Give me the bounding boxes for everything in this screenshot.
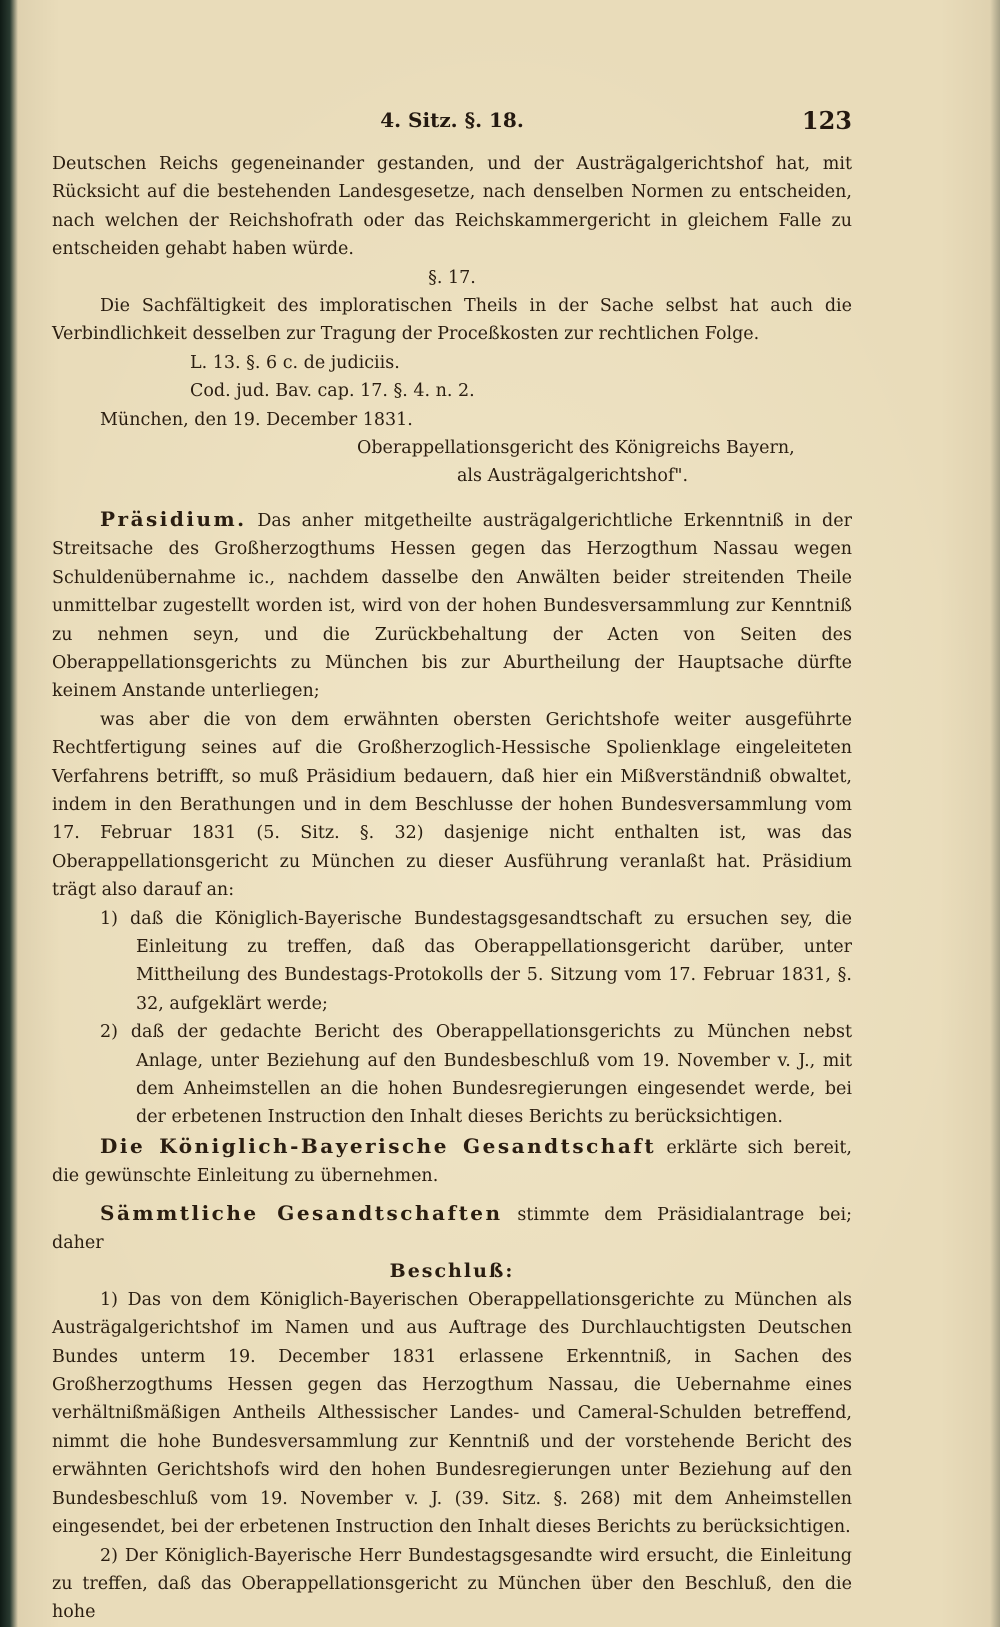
beschluss-item-2: 2) Der Königlich-Bayerische Herr Bundestagsgesandte wird ersucht, die Einleitung zu treffen, daß das Oberappellationsgericht zu München über den Beschluß, den die hohe [52, 1545, 852, 1623]
running-head-title: 4. Sitz. §. 18. [380, 108, 524, 132]
beschluss-heading: Beschluß: [389, 1260, 515, 1283]
signoff-austraegal: als Austrägalgerichtshof". [457, 466, 689, 487]
running-head [52, 108, 852, 144]
paragraph-sachfaelligkeit: Die Sachfältigkeit des imploratischen Theils in der Sache selbst hat auch die Verbindlichkeit desselben zur Tragung der Proceßkosten zur rechtlichen Folge. [52, 296, 852, 345]
paragraph-bayerische-text: erklärte sich bereit, die gewünschte Einleitung zu übernehmen. [52, 1137, 852, 1187]
page-body [52, 150, 852, 1627]
paragraph-praesidium-text: Das anher mitgetheilte austrägalgerichtliche Erkenntniß in der Streitsache des Großherzogthums Hessen gegen das Herzogthum Nassau wegen Schuldenübernahme ic., nachdem dasselbe den Anwälten beider streitenden Theile unmittelbar zugestellt worden ist, wird von der hohen Bundesversammlung zur Kenntniß zu nehmen seyn, und die Zurückbehaltung der Acten von Seiten des Oberappellationsgerichts zu München bis zur Aburtheilung der Hauptsache dürfte keinem Anstande unterliegen; [52, 510, 852, 702]
citation-judiciis: L. 13. §. 6 c. de judiciis. [190, 352, 400, 373]
list-item-2: 2) daß der gedachte Bericht des Oberappellationsgerichts zu München nebst Anlage, unter Beziehung auf den Bundesbeschluß vom 19. November v. J., mit dem Anheimstellen an die hohen Bundesregierungen eingesendet werde, bei der erbetenen Instruction den Inhalt dieses Berichts zu berücksichtigen. [100, 1022, 852, 1128]
signoff-court: Oberappellationsgericht des Königreichs Bayern, [357, 438, 795, 459]
speaker-bayerische-gesandtschaft: Die Königlich-Bayerische Gesandtschaft [100, 1133, 657, 1158]
speaker-saemmtliche-gesandtschaften: Sämmtliche Gesandtschaften [100, 1200, 503, 1225]
book-binding-edge [0, 0, 18, 1627]
paragraph-saemmtliche [52, 1199, 852, 1258]
page-number: 123 [801, 106, 852, 135]
page-right-edge [990, 0, 1000, 1627]
section-heading-17: §. 17. [428, 267, 476, 288]
speaker-praesidium: Präsidium. [100, 506, 247, 531]
citation-cod-jud-bav: Cod. jud. Bav. cap. 17. §. 4. n. 2. [190, 381, 475, 402]
place-date-line: München, den 19. December 1831. [100, 409, 413, 430]
paragraph-rechtfertigung: was aber die von dem erwähnten obersten Gerichtshofe weiter ausgeführte Rechtfertigung seines auf die Großherzoglich-Hessische Spolienklage eingeleiteten Verfahrens betrifft, so muß Präsidium bedauern, daß hier ein Mißverständniß obwaltet, indem in den Berathungen und in dem Beschlusse der hohen Bundesversammlung vom 17. Februar 1831 (5. Sitz. §. 32) dasjenige nicht enthalten ist, was das Oberappellationsgericht zu München zu dieser Ausführung veranlaßt hat. Präsidium trägt also darauf an: [52, 709, 852, 901]
paragraph-reich: Deutschen Reichs gegeneinander gestanden, und der Austrägalgerichtshof hat, mit Rücksicht auf die bestehenden Landesgesetze, nach denselben Normen zu entscheiden, nach welchen der Reichshofrath oder das Reichskammergericht in gleichem Falle zu entscheiden gehabt haben würde. [52, 154, 852, 260]
beschluss-item-1: 1) Das von dem Königlich-Bayerischen Oberappellationsgerichte zu München als Austrägalgerichtshof im Namen und aus Auftrage des Durchlauchtigsten Deutschen Bundes unterm 19. December 1831 erlassene Erkenntniß, in Sachen des Großherzogthums Hessen gegen das Herzogthum Nassau, die Uebernahme eines verhältnißmäßigen Antheils Althessischer Landes- und Cameral-Schulden betreffend, nimmt die hohe Bundesversammlung zur Kenntniß und der vorstehende Bericht des erwähnten Gerichtshofs wird den hohen Bundesregierungen unter Beziehung auf den Bundesbeschluß vom 19. November v. J. (39. Sitz. §. 268) mit dem Anheimstellen eingesendet, bei der erbetenen Instruction den Inhalt dieses Berichts zu berücksichtigen. [52, 1289, 852, 1538]
list-item-1: 1) daß die Königlich-Bayerische Bundestagsgesandtschaft zu ersuchen sey, die Einleitung zu treffen, daß das Oberappellationsgericht darüber, unter Mittheilung des Bundestags-Protokolls der 5. Sitzung vom 17. Februar 1831, §. 32, aufgeklärt werde; [100, 908, 852, 1014]
paragraph-praesidium [52, 505, 852, 706]
paragraph-saemmtliche-text: stimmte dem Präsidialantrage bei; daher [52, 1204, 852, 1254]
paragraph-bayerische-gesandtschaft [52, 1132, 852, 1191]
